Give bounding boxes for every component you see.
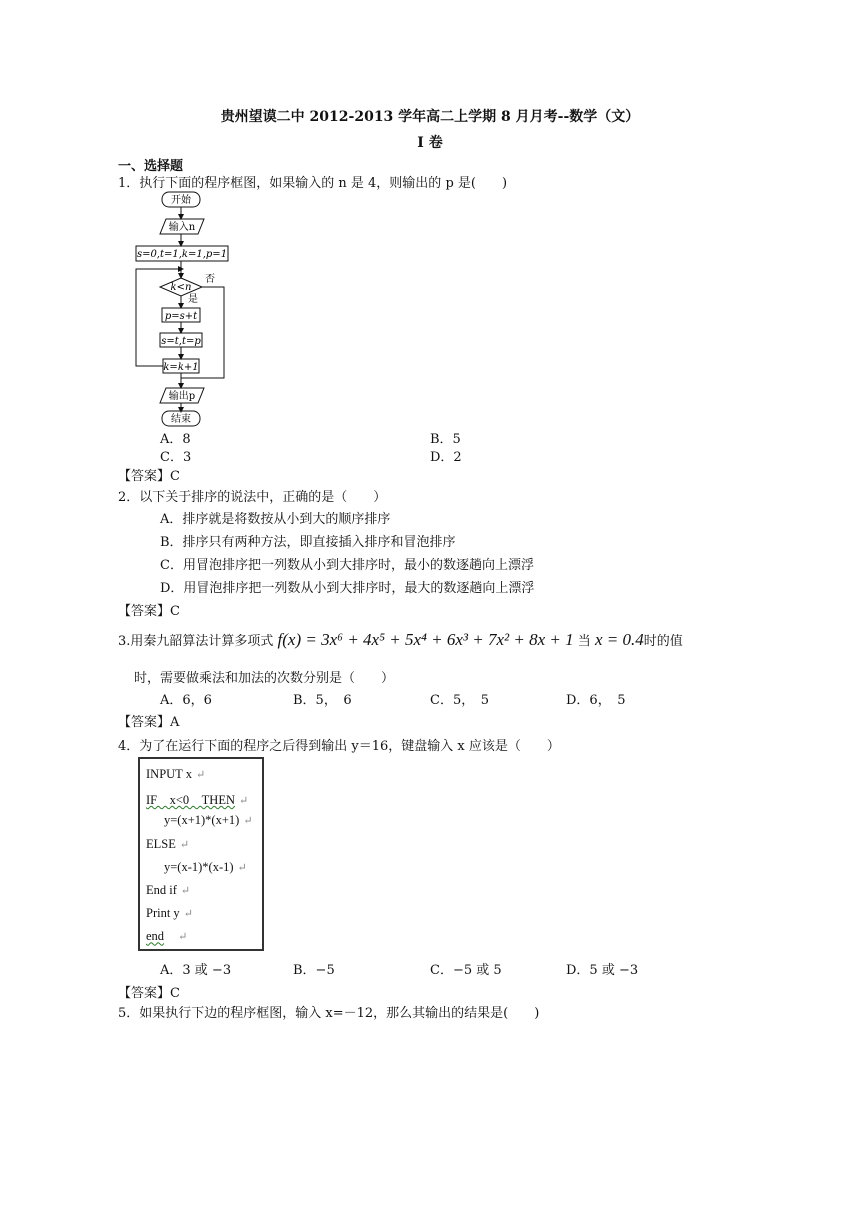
fc-input-label: 输入n xyxy=(168,222,196,233)
fc-step2-label: s=t,t=p xyxy=(161,336,201,347)
code-line: INPUT x ↵ xyxy=(146,767,206,781)
q2-stem: 2．以下关于排序的说法中，正确的是（ ） xyxy=(118,490,387,505)
q3-option-d: D．6， 5 xyxy=(566,693,626,708)
fc-init-label: s=0,t=1,k=1,p=1 xyxy=(136,249,228,260)
q3-stem-line1 xyxy=(118,630,683,650)
code-line: end ↵ xyxy=(146,929,188,944)
q3-condition: x = 0.4 xyxy=(594,630,644,649)
q1-stem: 1．执行下面的程序框图，如果输入的 n 是 4，则输出的 p 是( ) xyxy=(118,176,508,191)
fc-output-label: 输出p xyxy=(168,391,196,402)
q5-stem: 5．如果执行下边的程序框图，输入 x=－12，那么其输出的结果是( ) xyxy=(118,1006,540,1021)
code-line: y=(x-1)*(x-1) ↵ xyxy=(164,859,247,874)
q4-code-box xyxy=(138,757,264,951)
code-line: End if ↵ xyxy=(146,882,191,897)
q4-option-a: A．3 或 −3 xyxy=(160,963,232,978)
q4-option-d: D．5 或 −3 xyxy=(566,963,639,978)
q3-formula: f(x) = 3x⁶ + 4x⁵ + 5x⁴ + 6x³ + 7x² + 8x + 1 xyxy=(277,630,574,649)
q3-option-a: A．6，6 xyxy=(160,693,212,708)
q3-stem-mid: 当 xyxy=(577,634,591,649)
code-line: IF x<0 THEN ↵ xyxy=(146,793,249,808)
fc-step1-label: p=s+t xyxy=(164,311,198,322)
q3-option-b: B．5， 6 xyxy=(293,693,352,708)
q1-option-d: D．2 xyxy=(430,450,462,465)
q2-option-c: C．用冒泡排序把一列数从小到大排序时，最小的数逐趟向上漂浮 xyxy=(160,558,534,573)
q1-flowchart xyxy=(132,190,232,428)
q3-option-c: C．5， 5 xyxy=(430,693,489,708)
q1-option-c: C．3 xyxy=(160,450,192,465)
code-line: ELSE ↵ xyxy=(146,836,190,851)
q4-stem: 4．为了在运行下面的程序之后得到输出 y＝16，键盘输入 x 应该是（ ） xyxy=(118,739,560,754)
fc-cond-label: k<n xyxy=(170,282,192,293)
fc-yes-label: 是 xyxy=(188,294,198,305)
q4-option-c: C．−5 或 5 xyxy=(430,963,502,978)
q1-option-a: A．8 xyxy=(160,432,191,447)
q2-option-b: B．排序只有两种方法，即直接插入排序和冒泡排序 xyxy=(160,535,456,550)
q3-stem-line2: 时，需要做乘法和加法的次数分别是（ ） xyxy=(134,671,395,686)
page-title: 贵州望谟二中 2012-2013 学年高二上学期 8 月月考--数学（文） xyxy=(220,109,640,125)
code-line: Print y ↵ xyxy=(146,906,193,921)
q4-option-b: B．−5 xyxy=(293,963,335,978)
q2-option-a: A．排序就是将数按从小到大的顺序排序 xyxy=(160,512,391,527)
q4-answer: 【答案】C xyxy=(118,986,180,1001)
fc-end-label: 结束 xyxy=(171,414,191,425)
q2-answer: 【答案】C xyxy=(118,604,180,619)
q3-stem-prefix: 3.用秦九韶算法计算多项式 xyxy=(118,634,274,649)
fc-no-label: 否 xyxy=(205,274,215,285)
q3-stem-suffix: 时的值 xyxy=(643,634,683,649)
q1-answer: 【答案】C xyxy=(118,469,180,484)
q3-answer: 【答案】A xyxy=(118,715,180,730)
flowchart-svg xyxy=(132,190,232,428)
code-line: y=(x+1)*(x+1) ↵ xyxy=(164,813,253,828)
section-title: 一、选择题 xyxy=(118,159,184,174)
q1-option-b: B．5 xyxy=(430,432,461,447)
q2-option-d: D．用冒泡排序把一列数从小到大排序时，最大的数逐趟向上漂浮 xyxy=(160,581,535,596)
fc-start-label: 开始 xyxy=(171,195,191,206)
volume-label: I 卷 xyxy=(417,135,443,151)
fc-step3-label: k=k+1 xyxy=(163,362,199,373)
